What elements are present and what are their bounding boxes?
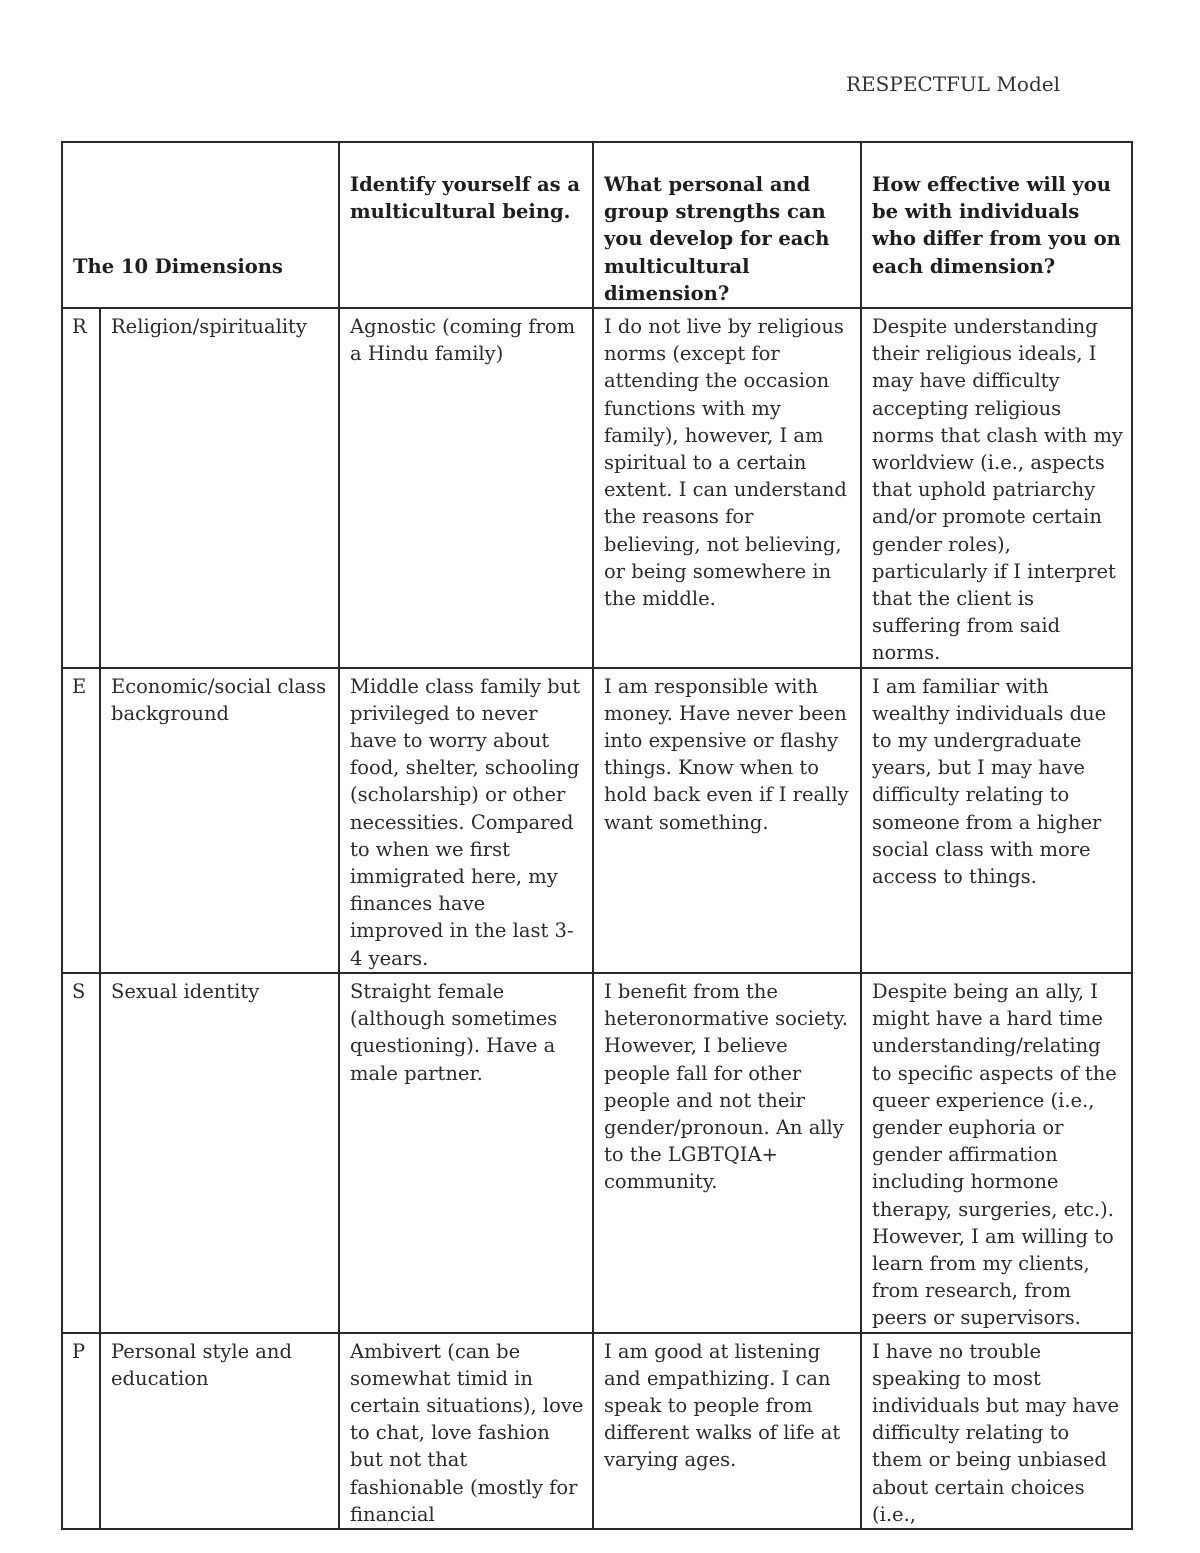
row-letter: S	[62, 973, 100, 1333]
header-identify: Identify yourself as a multicultural being.	[339, 142, 593, 308]
respectful-model-table	[61, 141, 1133, 1530]
row-identify: Middle class family but privileged to never have to worry about food, shelter, schooling (scholarship) or other necessities. Compared to when we first immigrated here, my finances have improved in the last 3-4 years.	[339, 668, 593, 973]
row-identify: Straight female (although sometimes questioning). Have a male partner.	[339, 973, 593, 1333]
row-identify: Ambivert (can be somewhat timid in certain situations), love to chat, love fashion but not that fashionable (mostly for financial	[339, 1333, 593, 1529]
row-letter: E	[62, 668, 100, 973]
row-dimension: Religion/spirituality	[100, 308, 339, 668]
table-row	[62, 308, 1132, 668]
row-letter: R	[62, 308, 100, 668]
row-dimension: Sexual identity	[100, 973, 339, 1333]
row-strengths: I am good at listening and empathizing. I can speak to people from different walks of life at varying ages.	[593, 1333, 861, 1529]
row-strengths: I am responsible with money. Have never been into expensive or flashy things. Know when to hold back even if I really want something.	[593, 668, 861, 973]
table-row	[62, 1333, 1132, 1529]
row-identify: Agnostic (coming from a Hindu family)	[339, 308, 593, 668]
row-dimension: Economic/social class background	[100, 668, 339, 973]
header-effectiveness: How effective will you be with individuals who differ from you on each dimension?	[861, 142, 1132, 308]
table-row	[62, 973, 1132, 1333]
row-strengths: I benefit from the heteronormative society. However, I believe people fall for other people and not their gender/pronoun. An ally to the LGBTQIA+ community.	[593, 973, 861, 1333]
row-effectiveness: I have no trouble speaking to most individuals but may have difficulty relating to them or being unbiased about certain choices (i.e.,	[861, 1333, 1132, 1529]
row-strengths: I do not live by religious norms (except for attending the occasion functions with my family), however, I am spiritual to a certain extent. I can understand the reasons for believing, not believing, or being somewhere in the middle.	[593, 308, 861, 668]
table-header-row	[62, 142, 1132, 308]
running-header: RESPECTFUL Model	[846, 72, 1060, 96]
row-effectiveness: Despite being an ally, I might have a hard time understanding/relating to specific aspects of the queer experience (i.e., gender euphoria or gender affirmation including hormone therapy, surgeries, etc.). However, I am willing to learn from my clients, from research, from peers or supervisors.	[861, 973, 1132, 1333]
row-effectiveness: I am familiar with wealthy individuals due to my undergraduate years, but I may have difficulty relating to someone from a higher social class with more access to things.	[861, 668, 1132, 973]
table-row	[62, 668, 1132, 973]
header-strengths: What personal and group strengths can you develop for each multicultural dimension?	[593, 142, 861, 308]
row-letter: P	[62, 1333, 100, 1529]
row-dimension: Personal style and education	[100, 1333, 339, 1529]
row-effectiveness: Despite understanding their religious ideals, I may have difficulty accepting religious norms that clash with my worldview (i.e., aspects that uphold patriarchy and/or promote certain gender roles), particularly if I interpret that the client is suffering from said norms.	[861, 308, 1132, 668]
header-dimensions: The 10 Dimensions	[62, 142, 339, 308]
